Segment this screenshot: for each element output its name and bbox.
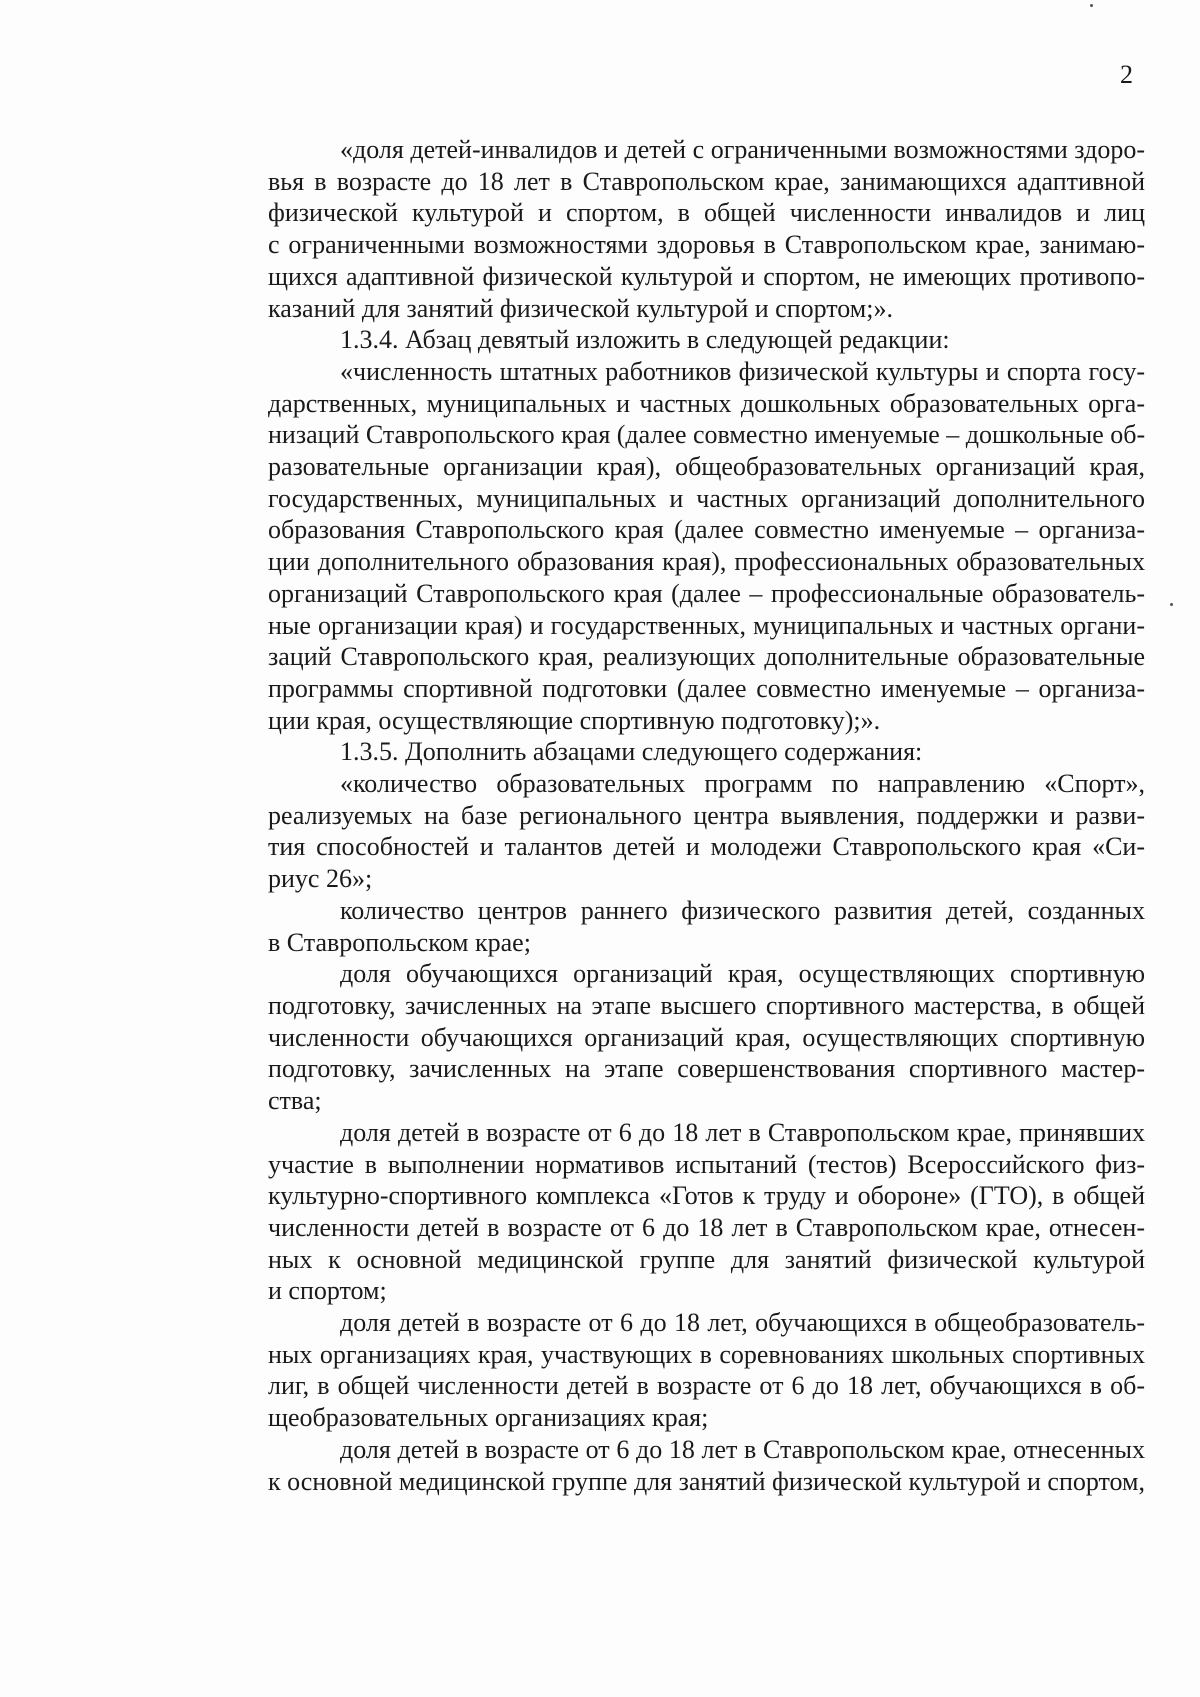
text-line: ных организациях края, участвующих в соревнованиях школьных спортивных: [268, 1339, 1145, 1369]
paragraph: [196, 1307, 1145, 1434]
text-line: физической культурой и спортом, в общей численности инвалидов и лиц: [268, 198, 1145, 228]
text-line: доля детей в возрасте от 6 до 18 лет в Ставропольском крае, принявших: [340, 1117, 1145, 1147]
text-line: риус 26»;: [268, 864, 373, 894]
text-line: государственных, муниципальных и частных организаций дополнительного: [268, 483, 1145, 513]
text-line: численности детей в возрасте от 6 до 18 лет в Ставропольском крае, отнесен-: [268, 1212, 1145, 1242]
text-line: разовательные организации края), общеобразовательных организаций края,: [268, 452, 1145, 482]
scan-speck: [1090, 4, 1093, 7]
text-line: реализуемых на базе регионального центра выявления, поддержки и разви-: [268, 800, 1145, 830]
text-line: в Ставропольском крае;: [268, 927, 531, 957]
text-line: щеобразовательных организациях края;: [268, 1403, 709, 1433]
text-line: низаций Ставропольского края (далее совместно именуемые – дошкольные об-: [268, 420, 1146, 450]
text-line: с ограниченными возможностями здоровья в Ставропольском крае, занимаю-: [268, 230, 1145, 260]
paragraph: [196, 1434, 1145, 1497]
text-line: численности обучающихся организаций края, осуществляющих спортивную: [268, 1022, 1145, 1052]
text-line: ных к основной медицинской группе для занятий физической культурой: [268, 1244, 1145, 1274]
text-line: тия способностей и талантов детей и молодежи Ставропольского края «Си-: [268, 832, 1145, 862]
page-number: 2: [1120, 60, 1133, 89]
text-line: щихся адаптивной физической культурой и спортом, не имеющих противопо-: [268, 261, 1145, 291]
text-line: 1.3.5. Дополнить абзацами следующего содержания:: [340, 737, 923, 767]
text-line: лиг, в общей численности детей в возрасте от 6 до 18 лет, обучающихся в об-: [268, 1371, 1145, 1401]
text-line: казаний для занятий физической культурой и спортом;».: [268, 293, 893, 323]
text-line: программы спортивной подготовки (далее совместно именуемые – организа-: [268, 673, 1145, 703]
text-line: подготовку, зачисленных на этапе высшего спортивного мастерства, в общей: [268, 990, 1145, 1020]
scan-speck: [1170, 603, 1173, 606]
text-line: дарственных, муниципальных и частных дошкольных образовательных орга-: [268, 388, 1145, 418]
text-line: подготовку, зачисленных на этапе совершенствования спортивного мастер-: [268, 1054, 1145, 1084]
text-line: «количество образовательных программ по направлению «Спорт»,: [340, 769, 1145, 799]
text-line: 1.3.4. Абзац девятый изложить в следующей редакции:: [340, 325, 950, 355]
text-line: «доля детей-инвалидов и детей с ограниченными возможностями здоро-: [340, 135, 1145, 164]
text-line: «численность штатных работников физической культуры и спорта госу-: [340, 356, 1145, 386]
text-line: участие в выполнении нормативов испытаний (тестов) Всероссийского физ-: [268, 1149, 1145, 1179]
text-line: доля обучающихся организаций края, осуществляющих спортивную: [340, 959, 1145, 989]
text-line: доля детей в возрасте от 6 до 18 лет в Ставропольском крае, отнесенных: [340, 1434, 1145, 1464]
text-line: образования Ставропольского края (далее совместно именуемые – организа-: [268, 515, 1145, 545]
text-line: ные организации края) и государственных, муниципальных и частных органи-: [268, 610, 1145, 640]
text-line: к основной медицинской группе для занятий физической культурой и спортом,: [268, 1466, 1145, 1496]
text-line: количество центров раннего физического развития детей, созданных: [340, 895, 1145, 925]
paragraph: [196, 1117, 1145, 1307]
text-line: доля детей в возрасте от 6 до 18 лет, обучающихся в общеобразователь-: [340, 1308, 1145, 1338]
text-line: заций Ставропольского края, реализующих дополнительные образовательные: [268, 642, 1145, 672]
text-line: ции края, осуществляющие спортивную подготовку);».: [268, 705, 881, 735]
text-line: ства;: [268, 1086, 322, 1116]
text-line: организаций Ставропольского края (далее – профессиональные образователь-: [268, 578, 1145, 608]
text-line: ции дополнительного образования края), профессиональных образовательных: [268, 547, 1145, 577]
paragraph: [196, 895, 1145, 958]
text-line: культурно-спортивного комплекса «Готов к труду и обороне» (ГТО), в общей: [268, 1181, 1145, 1211]
paragraph: [196, 134, 1145, 324]
paragraph: [196, 958, 1145, 1117]
text-line: и спортом;: [268, 1276, 387, 1306]
paragraph: [196, 324, 1145, 356]
paragraph: [196, 736, 1145, 768]
document-body: [196, 134, 1145, 1497]
text-line: вья в возрасте до 18 лет в Ставропольском крае, занимающихся адаптивной: [268, 166, 1145, 196]
paragraph: [196, 356, 1145, 736]
paragraph: [196, 768, 1145, 895]
